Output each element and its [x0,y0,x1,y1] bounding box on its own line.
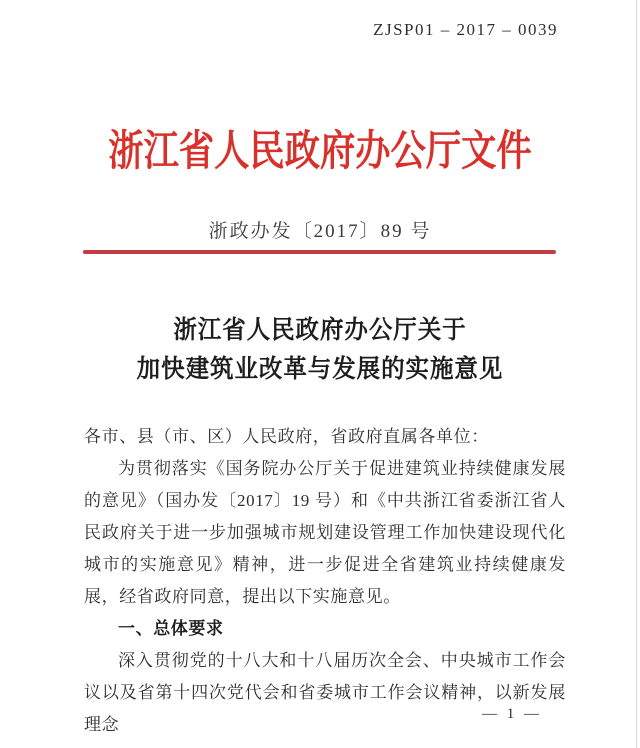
document-number: 浙政办发〔2017〕89 号 [208,221,432,242]
masthead-title: 浙江省人民政府办公厅文件 [108,129,532,175]
document-title-line2: 加快建筑业改革与发展的实施意见 [136,356,504,383]
paragraph-2: 深入贯彻党的十八大和十八届历次全会、中央城市工作会议以及省第十四次党代会和省委城市工作会议精神，以新发展理念 [84,651,566,734]
document-title [19,311,621,389]
page-number: — 1 — [482,706,542,722]
document-title-line1: 浙江省人民政府办公厅关于 [173,317,467,344]
document-serial-number: ZJSP01 – 2017 – 0039 [373,20,558,39]
document-body [84,421,566,741]
red-separator-line [83,250,556,254]
page-right-edge-line [636,0,637,748]
section-heading-1: 一、总体要求 [118,619,224,638]
salutation: 各市、县（市、区）人民政府，省政府直属各单位： [84,427,489,446]
paragraph-1: 为贯彻落实《国务院办公厅关于促进建筑业持续健康发展的意见》（国办发〔2017〕19 号）和《中共浙江省委浙江省人民政府关于进一步加强城市规划建设管理工作加快建设现代化城市的实施意见》精神，进一步促进全省建筑业持续健康发展，经省政府同意，提出以下实施意见。 [84,459,566,606]
